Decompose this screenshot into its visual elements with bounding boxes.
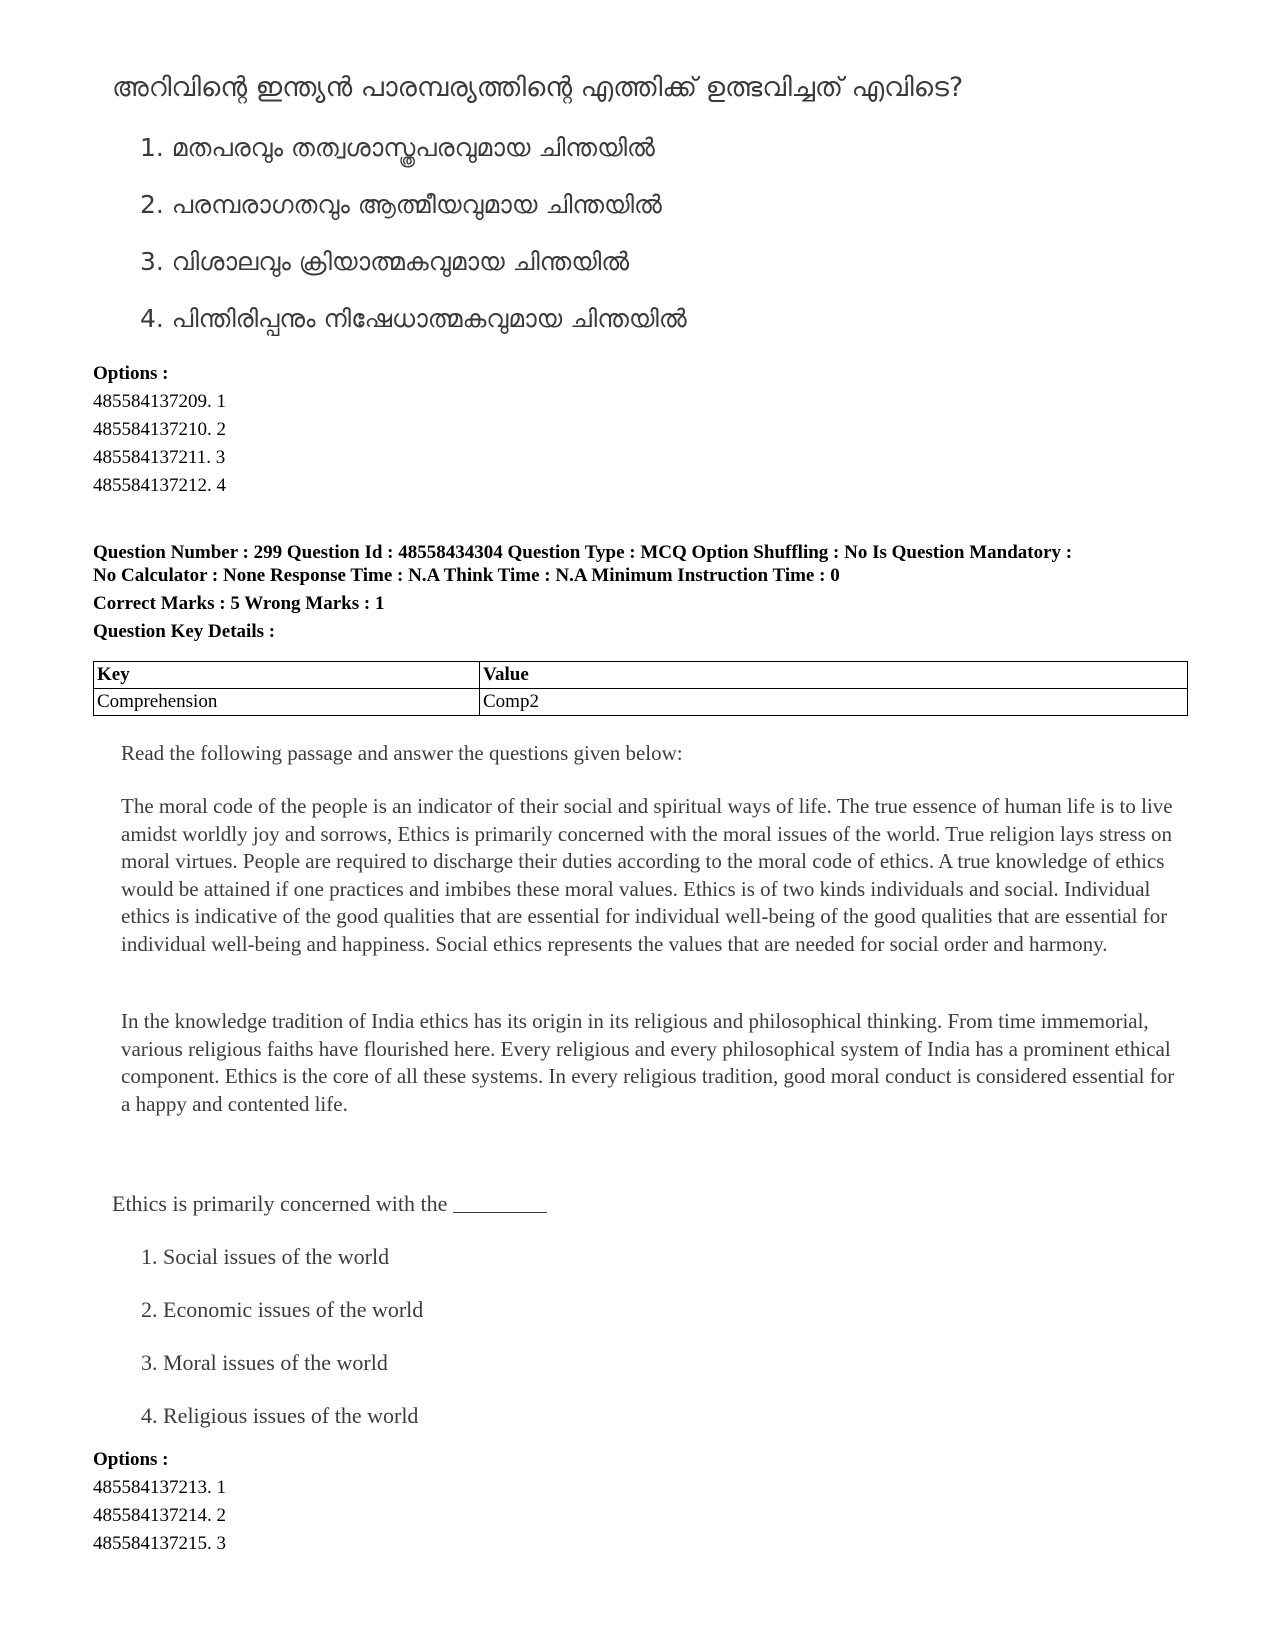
english-option-3: 3. Moral issues of the world (141, 1350, 388, 1375)
malayalam-question-text: അറിവിന്റെ ഇന്ത്യൻ പാരമ്പര്യത്തിന്റെ എത്തിക്ക് ഉത്ഭവിച്ചത് എവിടെ? (112, 72, 964, 103)
question-key-details-label: Question Key Details : (93, 621, 276, 642)
option-id-line: 485584137213. 1 (93, 1477, 226, 1498)
english-option-1: 1. Social issues of the world (141, 1244, 390, 1269)
key-table-header-value: Value (480, 662, 1188, 689)
key-table-cell-key: Comprehension (94, 689, 480, 716)
option-id-line: 485584137210. 2 (93, 419, 226, 440)
table-row (94, 689, 1188, 716)
malayalam-option-1: 1. മതപരവും തത്വശാസ്ത്രപരവുമായ ചിന്തയിൽ (140, 133, 655, 162)
malayalam-option-4: 4. പിന്തിരിപ്പനും നിഷേധാത്മകവുമായ ചിന്തയിൽ (140, 304, 687, 333)
options-label-1: Options : (93, 363, 169, 384)
option-id-line: 485584137209. 1 (93, 391, 226, 412)
options-label-2: Options : (93, 1449, 169, 1470)
question-key-table (93, 661, 1188, 716)
answer-blank (453, 1194, 547, 1213)
question-meta-line-2: No Calculator : None Response Time : N.A Think Time : N.A Minimum Instruction Time : 0 (93, 565, 840, 586)
question-marks: Correct Marks : 5 Wrong Marks : 1 (93, 593, 385, 614)
malayalam-option-2: 2. പരമ്പരാഗതവും ആത്മീയവുമായ ചിന്തയിൽ (140, 190, 662, 219)
english-option-4: 4. Religious issues of the world (141, 1403, 419, 1428)
option-id-line: 485584137211. 3 (93, 447, 226, 468)
option-id-line: 485584137214. 2 (93, 1505, 226, 1526)
option-id-line: 485584137212. 4 (93, 475, 226, 496)
key-table-cell-value: Comp2 (480, 689, 1188, 716)
english-option-2: 2. Economic issues of the world (141, 1297, 424, 1322)
english-question (112, 1191, 547, 1217)
key-table-header-row (94, 662, 1188, 689)
english-question-text: Ethics is primarily concerned with the (112, 1191, 448, 1216)
option-id-line: 485584137215. 3 (93, 1533, 226, 1554)
passage-paragraph-1: The moral code of the people is an indicator of their social and spiritual ways of life. The true essence of human life is to live amidst worldly joy and sorrows, Ethics is primarily concerned with the moral issues of the world. True religion lays stress on moral virtues. People are required to discharge their duties according to the moral code of ethics. A true knowledge of ethics would be attained if one practices and imbibes these moral values. Ethics is of two kinds individuals and social. Individual ethics is indicative of the good qualities that are essential for individual well-being of the good qualities that are essential for individual well-being and happiness. Social ethics represents the values that are needed for social order and harmony. (121, 794, 1173, 956)
key-table-header-key: Key (94, 662, 480, 689)
passage-paragraph-2: In the knowledge tradition of India ethics has its origin in its religious and philosophical thinking. From time immemorial, various religious faiths have flourished here. Every religious and every philosophical system of India has a prominent ethical component. Ethics is the core of all these systems. In every religious tradition, good moral conduct is considered essential for a happy and contented life. (121, 1009, 1175, 1116)
malayalam-option-3: 3. വിശാലവും ക്രിയാത്മകവുമായ ചിന്തയിൽ (140, 247, 630, 276)
question-meta-line-1: Question Number : 299 Question Id : 48558434304 Question Type : MCQ Option Shuffling : No Is Question Mandatory : (93, 542, 1073, 563)
passage-instruction: Read the following passage and answer the questions given below: (121, 741, 683, 765)
